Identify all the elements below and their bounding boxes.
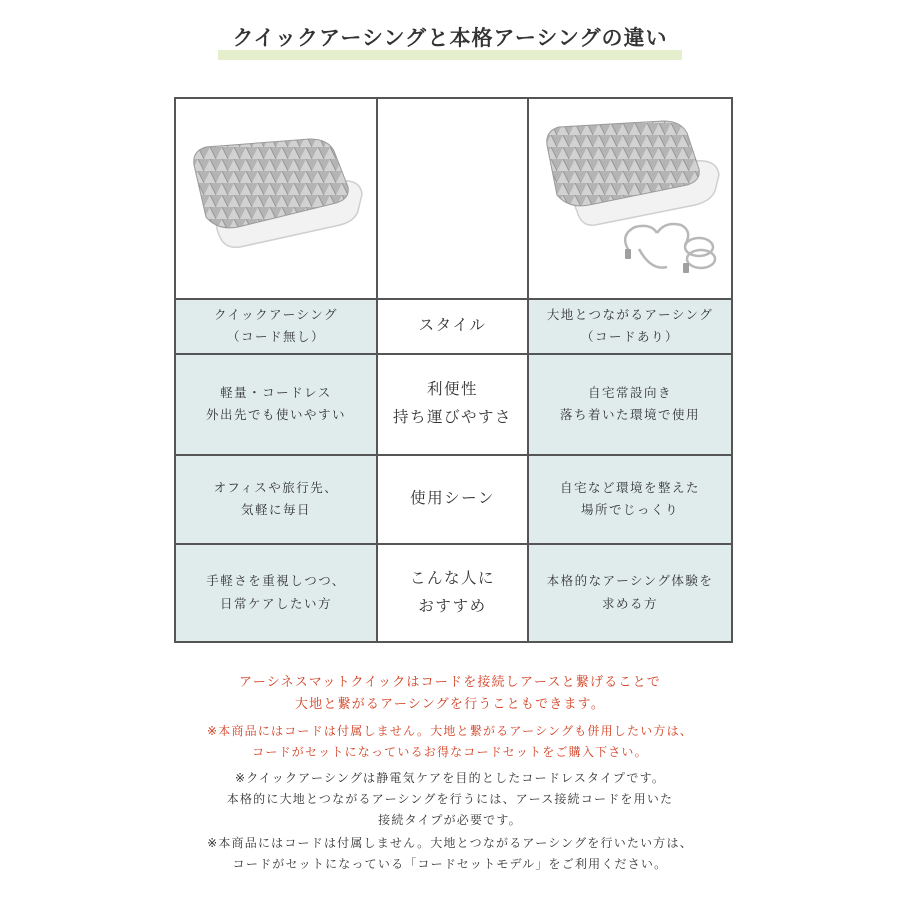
table-row: [175, 455, 732, 544]
image-cell-corded: [528, 98, 732, 299]
cell-quick: クイックアーシング （コード無し）: [175, 299, 377, 354]
cell-quick: オフィスや旅行先、 気軽に毎日: [175, 455, 377, 544]
image-cell-quick: [175, 98, 377, 299]
cell-corded: 大地とつながるアーシング （コードあり）: [528, 299, 732, 354]
cell-quick: 軽量・コードレス 外出先でも使いやすい: [175, 354, 377, 455]
cell-corded: 本格的なアーシング体験を 求める方: [528, 544, 732, 642]
quilted-mat-image: [180, 99, 378, 288]
note-cord-not-included-red: ※本商品にはコードは付属しません。大地と繋がるアーシングも併用したい方は、 コードがセットになっているお得なコードセットをご購入下さい。: [206, 724, 694, 759]
note-cord-connection: アーシネスマットクイックはコードを接続しアースと繋げることで 大地と繋がるアーシングを行うこともできます。: [239, 675, 661, 712]
note-cord-set-model: ※本商品にはコードは付属しません。大地とつながるアーシングを行いたい方は、 コードがセットになっている「コードセットモデル」をご利用ください。: [207, 836, 693, 871]
image-row: [175, 98, 732, 299]
cell-category: 利便性 持ち運びやすさ: [377, 354, 528, 455]
cell-corded: 自宅常設向き 落ち着いた環境で使用: [528, 354, 732, 455]
cell-corded: 自宅など環境を整えた 場所でじっくり: [528, 455, 732, 544]
page-title: クイックアーシングと本格アーシングの違い: [232, 26, 668, 50]
image-cell-empty: [377, 98, 528, 299]
note-cordless-type: ※クイックアーシングは静電気ケアを目的としたコードレスタイプです。 本格的に大地とつながるアーシングを行うには、アース接続コードを用いた 接続タイプが必要です。: [226, 771, 674, 827]
quilted-mat-with-cords-image: [533, 99, 733, 288]
cell-category: こんな人に おすすめ: [377, 544, 528, 642]
cell-category: 使用シーン: [377, 455, 528, 544]
earth-cord-icon: [625, 224, 715, 268]
table-row: [175, 544, 732, 642]
comparison-table: [174, 97, 733, 643]
cell-quick: 手軽さを重視しつつ、 日常ケアしたい方: [175, 544, 377, 642]
table-row: [175, 299, 732, 354]
title-wrap: [0, 22, 900, 52]
table-row: [175, 354, 732, 455]
cell-category: スタイル: [377, 299, 528, 354]
